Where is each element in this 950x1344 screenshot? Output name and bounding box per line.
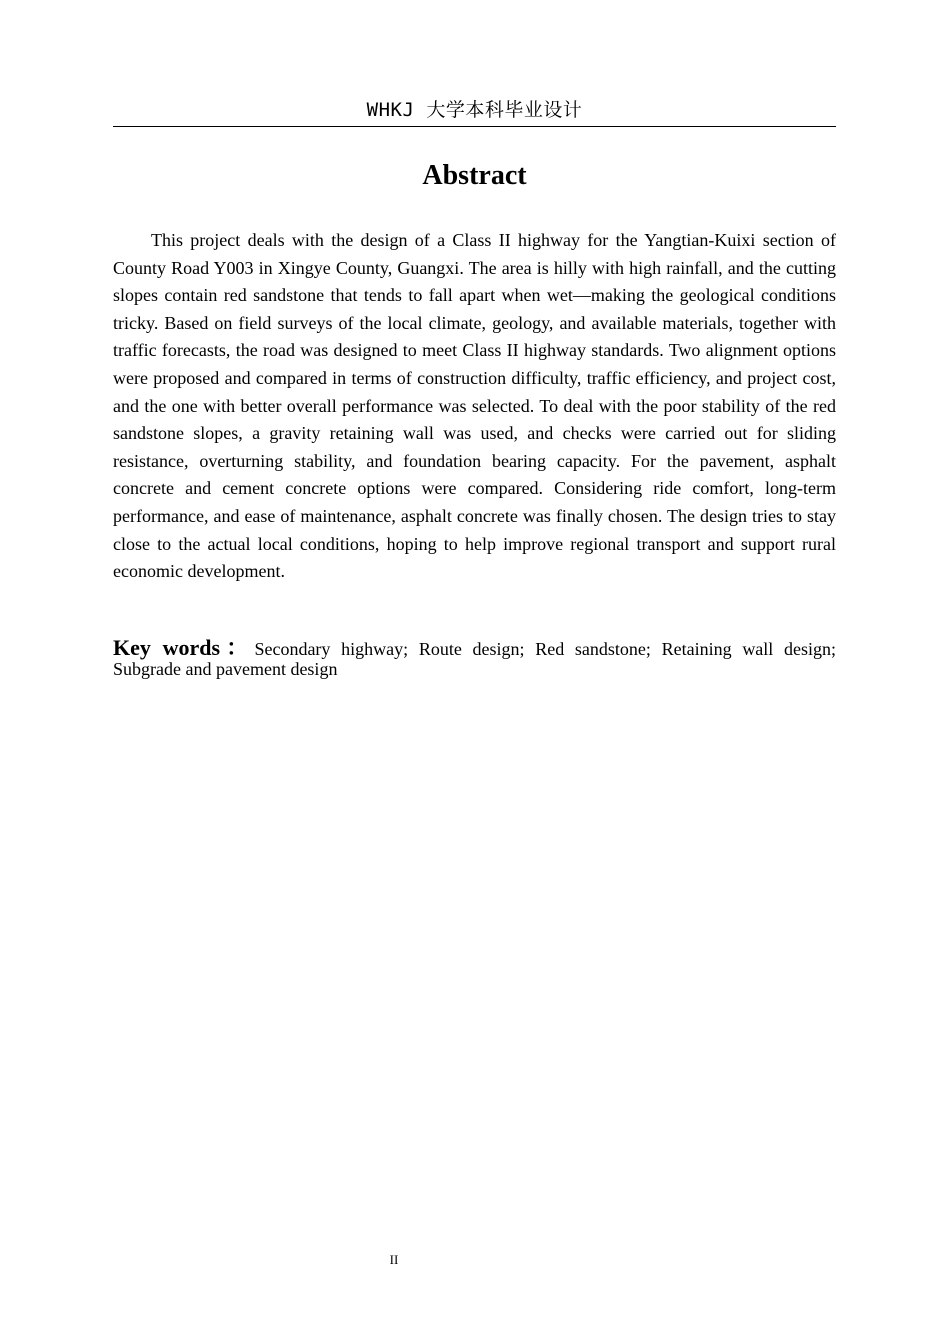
keywords-label: Key words： (113, 635, 255, 660)
header-rule (113, 126, 836, 127)
abstract-body: This project deals with the design of a Class II highway for the Yangtian-Kuixi section of County Road Y003 in Xingye County, Guangxi. The area is hilly with high rainfall, and the cutting slopes contain red sandstone that tends to fall apart when wet—making the geological conditions tricky. Based on field surveys of the local climate, geology, and available materials, together with traffic forecasts, the road was designed to meet Class II highway standards. Two alignment options were proposed and compared in terms of construction difficulty, traffic efficiency, and project cost, and the one with better overall performance was selected. To deal with the poor stability of the red sandstone slopes, a gravity retaining wall was used, and checks were carried out for sliding resistance, overturning stability, and foundation bearing capacity. For the pavement, asphalt concrete and cement concrete options were compared. Considering ride comfort, long-term performance, and ease of maintenance, asphalt concrete was finally chosen. The design tries to stay close to the actual local conditions, hoping to help improve regional transport and support rural economic development. (113, 230, 836, 582)
abstract-title: Abstract (422, 160, 527, 191)
keywords-paragraph (113, 635, 837, 679)
page-number: II (389, 1252, 399, 1267)
running-header: WHKJ 大学本科毕业设计 (366, 99, 583, 121)
keywords-text: Secondary highway; Route design; Red sandstone; Retaining wall design; Subgrade and pavement design (113, 639, 837, 679)
